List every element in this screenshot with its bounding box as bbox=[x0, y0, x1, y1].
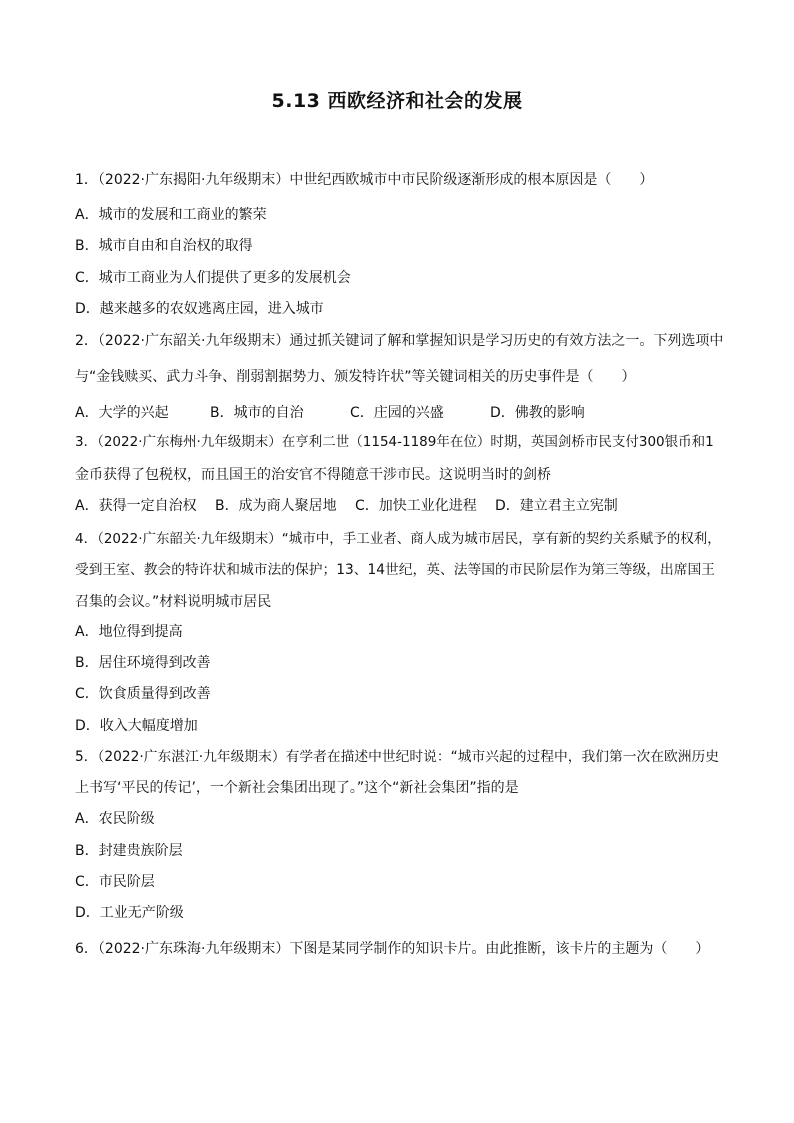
question-1-stem: 1．（2022·广东揭阳·九年级期末）中世纪西欧城市中市民阶级逐渐形成的根本原因是（ ） bbox=[75, 172, 654, 188]
question-3-option-a: A．获得一定自治权 bbox=[75, 498, 197, 514]
question-3-stem-line-2: 金币获得了包税权，而且国王的治安官不得随意干涉市民。这说明当时的剑桥 bbox=[75, 467, 551, 483]
question-4-stem-line-3: 召集的会议。”材料说明城市居民 bbox=[75, 594, 272, 610]
question-2-option-c: C．庄园的兴盛 bbox=[350, 405, 444, 421]
question-6-stem: 6．（2022·广东珠海·九年级期末）下图是某同学制作的知识卡片。由此推断，该卡片的主题为（ ） bbox=[75, 941, 710, 957]
question-4-option-a: A．地位得到提高 bbox=[75, 624, 183, 640]
question-5-option-d: D．工业无产阶级 bbox=[75, 905, 184, 921]
question-1-option-b: B．城市自由和自治权的取得 bbox=[75, 238, 253, 254]
question-5-option-a: A．农民阶级 bbox=[75, 811, 155, 827]
question-4-option-d: D．收入大幅度增加 bbox=[75, 718, 198, 734]
question-3-option-c: C．加快工业化进程 bbox=[355, 498, 477, 514]
question-1-option-a: A．城市的发展和工商业的繁荣 bbox=[75, 207, 267, 223]
question-4-option-c: C．饮食质量得到改善 bbox=[75, 686, 211, 702]
question-1-option-d: D．越来越多的农奴逃离庄园，进入城市 bbox=[75, 301, 324, 317]
question-4-stem-line-2: 受到王室、教会的特许状和城市法的保护；13、14世纪，英、法等国的市民阶层作为第三等级，出席国王 bbox=[75, 562, 715, 578]
question-5-stem-line-2: 上书写‘平民的传记’，一个新社会集团出现了。”这个“新社会集团”指的是 bbox=[75, 780, 519, 796]
question-1-option-c: C．城市工商业为人们提供了更多的发展机会 bbox=[75, 270, 351, 286]
question-5-stem-line-1: 5．（2022·广东湛江·九年级期末）有学者在描述中世纪时说：“城市兴起的过程中，我们第一次在欧洲历史 bbox=[75, 749, 719, 765]
question-3-option-d: D．建立君主立宪制 bbox=[495, 498, 618, 514]
question-2-stem-line-1: 2．（2022·广东韶关·九年级期末）通过抓关键词了解和掌握知识是学习历史的有效方法之一。下列选项中 bbox=[75, 333, 724, 349]
question-5-option-c: C．市民阶层 bbox=[75, 874, 155, 890]
question-2-option-b: B．城市的自治 bbox=[210, 405, 304, 421]
question-2-option-d: D．佛教的影响 bbox=[490, 405, 585, 421]
question-3-option-b: B．成为商人聚居地 bbox=[215, 498, 337, 514]
question-4-option-b: B．居住环境得到改善 bbox=[75, 655, 211, 671]
question-2-stem-line-2: 与“金钱赎买、武力斗争、削弱割据势力、颁发特许状”等关键词相关的历史事件是（ ） bbox=[75, 369, 636, 385]
question-2-options bbox=[75, 404, 585, 422]
question-5-option-b: B．封建贵族阶层 bbox=[75, 843, 183, 859]
question-3-options bbox=[75, 497, 618, 515]
question-4-stem-line-1: 4．（2022·广东韶关·九年级期末）“城市中，手工业者、商人成为城市居民，享有新的契约关系赋予的权利， bbox=[75, 531, 721, 547]
question-3-stem-line-1: 3．（2022·广东梅州·九年级期末）在亨利二世（1154-1189年在位）时期，英国剑桥市民支付300银币和1 bbox=[75, 434, 714, 450]
question-2-option-a: A．大学的兴起 bbox=[75, 405, 169, 421]
page-title: 5.13 西欧经济和社会的发展 bbox=[271, 90, 523, 112]
